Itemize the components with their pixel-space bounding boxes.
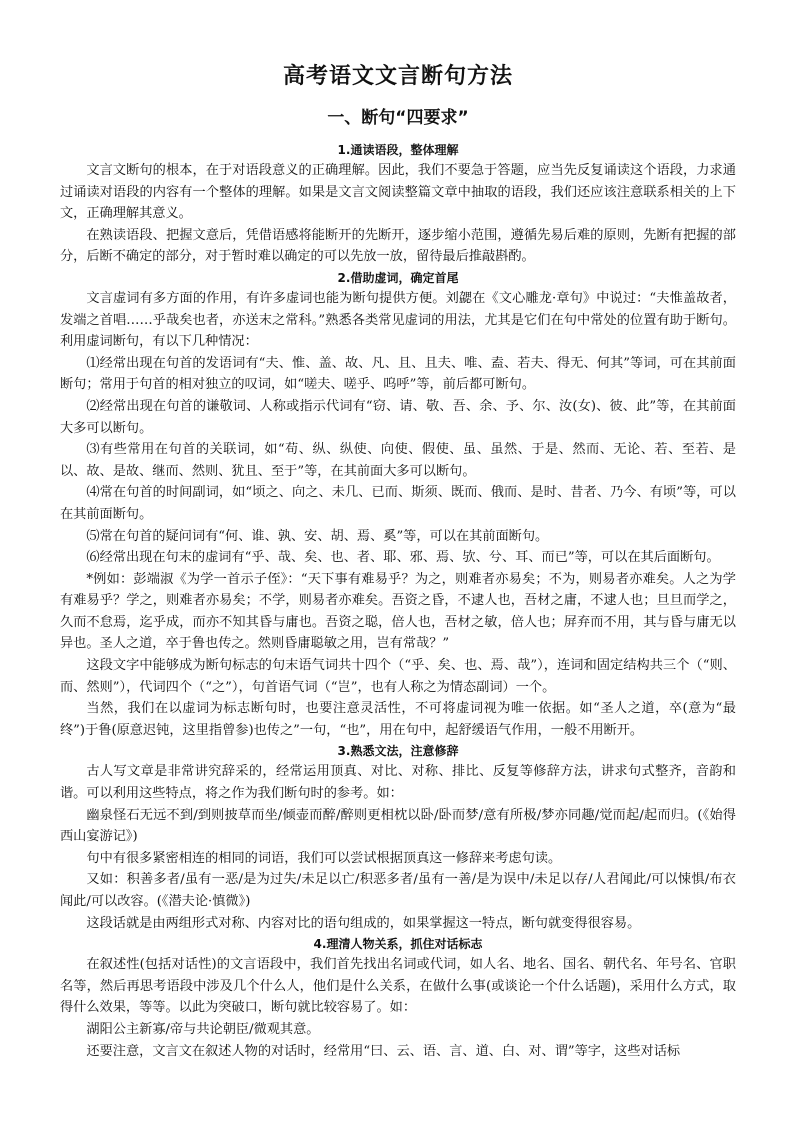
list-item: ⑶有些常用在句首的关联词，如“苟、纵、纵使、向使、假使、虽、虽然、于是、然而、无论、若、至若、是以、故、是故、继而、然则、犹且、至于”等，在其前面大多可以断句。 bbox=[60, 442, 736, 479]
list-item: ⑷常在句首的时间副词，如“顷之、向之、未几、已而、斯须、既而、俄而、是时、昔者、乃今、有顷”等，可以在其前面断句。 bbox=[60, 485, 736, 522]
section-heading: 一、断句“四要求” bbox=[327, 108, 469, 128]
subheading-1: 1.通读语段，整体理解 bbox=[337, 143, 459, 157]
paragraph: 还要注意，文言文在叙述人物的对话时，经常用“曰、云、语、言、道、白、对、谓”等字，这些对话标 bbox=[86, 1043, 681, 1059]
subheading-2: 2.借助虚词，确定首尾 bbox=[337, 270, 459, 285]
document-page bbox=[60, 62, 736, 1062]
example-paragraph: 又如：积善多者/虽有一恶/是为过失/未足以亡/积恶多者/虽有一善/是为误中/未足以存/人君闻此/可以悚惧/布衣闻此/可以改容。(《潜夫论·慎微》) bbox=[60, 872, 736, 909]
paragraph: 句中有很多紧密相连的相同的词语，我们可以尝试根据顶真这一修辞来考虑句读。 bbox=[86, 850, 562, 866]
example-paragraph: 湖阳公主新寡/帝与共论朝臣/微观其意。 bbox=[86, 1021, 320, 1037]
list-item: ⑸常在句首的疑问词有“何、谁、孰、安、胡、焉、奚”等，可以在其前面断句。 bbox=[86, 528, 549, 544]
subheading-4: 4.理清人物关系，抓住对话标志 bbox=[313, 937, 483, 952]
document-title: 高考语文文言断句方法 bbox=[282, 64, 513, 89]
paragraph: 在叙述性(包括对话性)的文言语段中，我们首先找出名词或代词，如人名、地名、国名、朝代名、年号名、官职名等，然后再思考语段中涉及几个什么人，他们是什么关系，在做什么事(或谈论一个什么话题)，采用什么方式，取得什么效果，等等。以此为突破口，断句就比较容易了。如： bbox=[60, 957, 736, 1016]
paragraph: 在熟读语段、把握文意后，凭借语感将能断开的先断开，逐步缩小范围，遵循先易后难的原则，先断有把握的部分，后断不确定的部分，对于暂时难以确定的可以先放一放，留待最后推敲斟酌。 bbox=[60, 227, 736, 265]
list-item: ⑹经常出现在句末的虚词有“乎、哉、矣、也、者、耶、邪、焉、欤、兮、耳、而已”等，可以在其后面断句。 bbox=[86, 550, 720, 566]
example-paragraph: *例如：彭端淑《为学一首示子侄》：“天下事有难易乎？为之，则难者亦易矣；不为，则易者亦难矣。人之为学有难易乎？学之，则难者亦易矣；不学，则易者亦难矣。吾资之昏，不逮人也，吾材之庸，不逮人也；旦旦而学之，久而不怠焉，迄乎成，而亦不知其昏与庸也。吾资之聪，倍人也，吾材之敏，倍人也；屏弃而不用，其与昏与庸无以异也。圣人之道，卒于鲁也传之。然则昏庸聪敏之用，岂有常哉？” bbox=[60, 571, 736, 652]
paragraph: 这段话就是由两组形式对称、内容对比的语句组成的，如果掌握这一特点，断句就变得很容易。 bbox=[86, 915, 641, 931]
example-paragraph: 幽泉怪石无远不到/到则披草而坐/倾壶而醉/醉则更相枕以卧/卧而梦/意有所极/梦亦同趣/觉而起/起而归。(《始得西山宴游记》) bbox=[60, 807, 736, 845]
list-item: ⑴经常出现在句首的发语词有“夫、惟、盖、故、凡、且、且夫、唯、盍、若夫、得无、何其”等词，可在其前面断句；常用于句首的相对独立的叹词，如“嗟夫、嗟乎、呜呼”等，前后都可断句。 bbox=[60, 355, 736, 393]
paragraph: 文言虚词有多方面的作用，有许多虚词也能为断句提供方便。刘勰在《文心雕龙·章句》中说过：“夫惟盖故者，发端之首唱……乎哉矣也者，亦送末之常科。”熟悉各类常见虚词的用法，尤其是它们在句中常处的位置有助于断句。利用虚词断句，有以下几种情况： bbox=[60, 290, 736, 350]
list-item: ⑵经常出现在句首的谦敬词、人称或指示代词有“窃、请、敬、吾、余、予、尔、汝(女)、彼、此”等，在其前面大多可以断句。 bbox=[60, 398, 736, 436]
paragraph: 文言文断句的根本，在于对语段意义的正确理解。因此，我们不要急于答题，应当先反复诵读这个语段，力求通过诵读对语段的内容有一个整体的理解。如果是文言文阅读整篇文章中抽取的语段，我们还应该注意联系相关的上下文，正确理解其意义。 bbox=[60, 163, 736, 222]
paragraph: 古人写文章是非常讲究辞采的，经常运用顶真、对比、对称、排比、反复等修辞方法，讲求句式整齐，音韵和谐。可以利用这些特点，将之作为我们断句时的参考。如： bbox=[60, 764, 736, 802]
subheading-3: 3.熟悉文法，注意修辞 bbox=[337, 744, 459, 759]
paragraph: 当然，我们在以虚词为标志断句时，也要注意灵活性，不可将虚词视为唯一依据。如“圣人之道，卒(意为“最终”)于鲁(原意迟钝，这里指曾参)也传之”一句，“也”，用在句中，起舒缓语气作用，一般不用断开。 bbox=[60, 701, 736, 738]
paragraph: 这段文字中能够成为断句标志的句末语气词共十四个（“乎、矣、也、焉、哉”），连词和固定结构共三个（“则、而、然则”），代词四个（“之”），句首语气词（“岂”，也有人称之为情态副词）一个。 bbox=[60, 658, 736, 695]
